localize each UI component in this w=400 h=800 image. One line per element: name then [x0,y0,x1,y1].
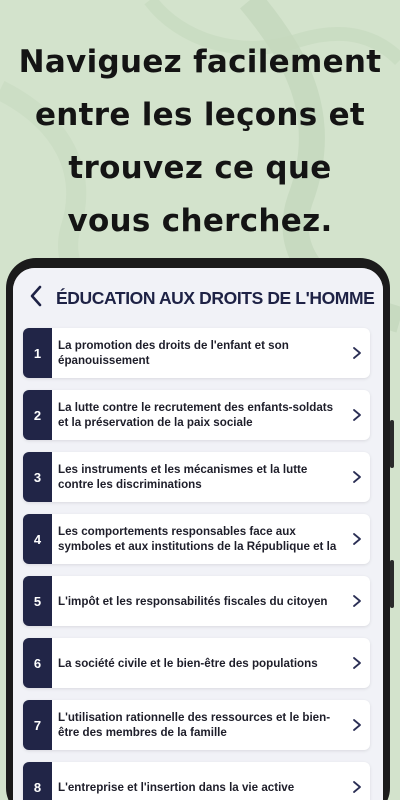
headline-line: Naviguez facilement [18,44,382,80]
lesson-title: Les instruments et les mécanismes et la lutte contre les discriminations [58,463,308,491]
lesson-number: 7 [23,700,52,750]
lesson-title: Les comportements responsables face aux symboles et aux institutions de la République et la [58,525,337,553]
promo-headline [10,36,390,248]
lesson-title: L'utilisation rationnelle des ressources et le bien-être des membres de la famille [58,711,331,739]
phone-side-button [390,560,394,608]
lesson-title: La lutte contre le recrutement des enfants-soldats et la préservation de la paix sociale [58,401,334,429]
chevron-right-icon [344,700,370,750]
chevron-left-icon[interactable] [28,284,44,308]
app-screen [13,268,383,800]
list-item[interactable] [23,452,370,502]
headline-line: trouvez ce que [68,150,332,186]
list-item[interactable] [23,576,370,626]
lesson-title: L'entreprise et l'insertion dans la vie active [58,780,295,794]
chevron-right-icon [344,390,370,440]
page-title: ÉDUCATION AUX DROITS DE L'HOMME [56,288,375,308]
lesson-number: 5 [23,576,52,626]
lesson-number: 1 [23,328,52,378]
headline-line: vous cherchez. [67,203,333,239]
list-item[interactable] [23,514,370,564]
chevron-right-icon [344,514,370,564]
chevron-right-icon [344,638,370,688]
lesson-number: 8 [23,762,52,800]
list-item[interactable] [23,390,370,440]
chevron-right-icon [344,576,370,626]
lesson-title: L'impôt et les responsabilités fiscales du citoyen [58,594,328,608]
lesson-number: 6 [23,638,52,688]
lesson-title: La société civile et le bien-être des populations [58,656,318,670]
lesson-number: 4 [23,514,52,564]
chevron-right-icon [344,452,370,502]
phone-side-button [390,420,394,468]
chevron-right-icon [344,762,370,800]
headline-line: entre les leçons et [34,97,366,133]
lesson-number: 3 [23,452,52,502]
list-item[interactable] [23,328,370,378]
lesson-title: La promotion des droits de l'enfant et son épanouissement [58,339,289,367]
chevron-right-icon [344,328,370,378]
lesson-number: 2 [23,390,52,440]
app-header [13,268,383,324]
list-item[interactable] [23,762,370,800]
lesson-list [23,328,370,800]
list-item[interactable] [23,638,370,688]
list-item[interactable] [23,700,370,750]
